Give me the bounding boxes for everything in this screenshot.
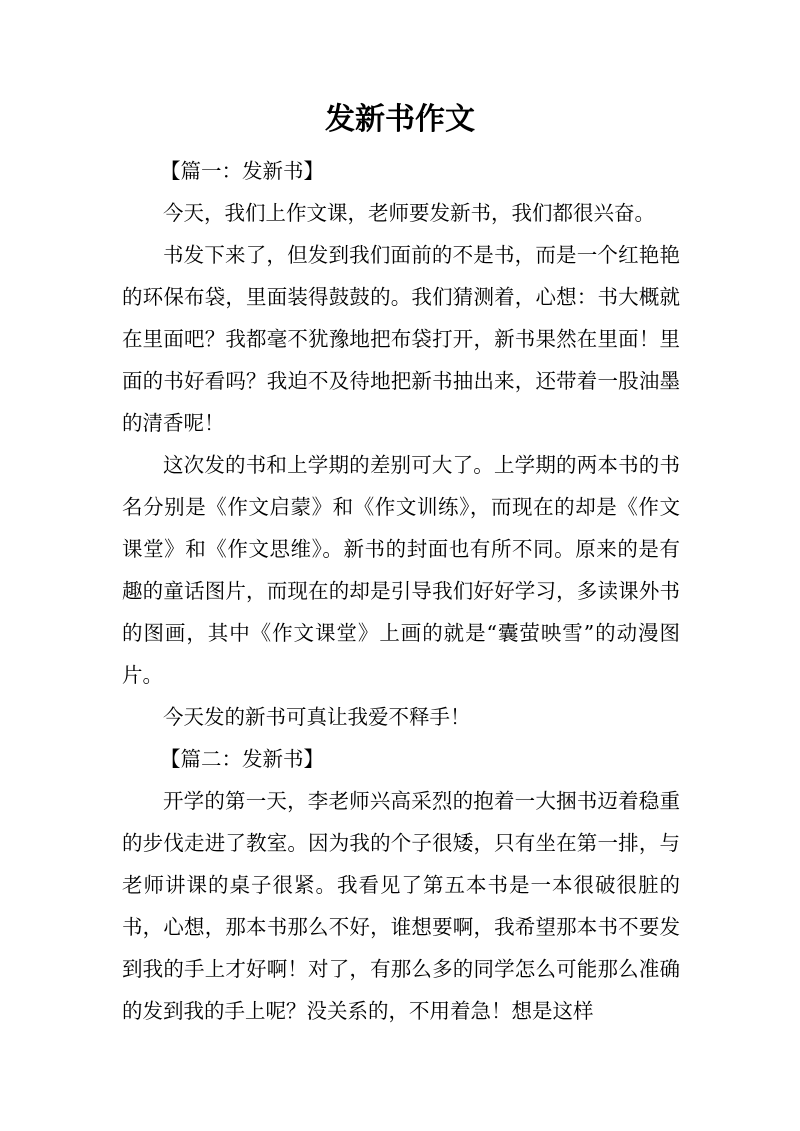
paragraph: 开学的第一天，李老师兴高采烈的抱着一大捆书迈着稳重的步伐走进了教室。因为我的个子很矮，只有坐在第一排，与老师讲课的桌子很紧。我看见了第五本书是一本很破很脏的书，心想，那本书那么不好，谁想要啊，我希望那本书不要发到我的手上才好啊！对了，有那么多的同学怎么可能那么准确的发到我的手上呢？没关系的，不用着急！想是这样 xyxy=(122,789,680,1023)
paragraph: 书发下来了，但发到我们面前的不是书，而是一个红艳艳的环保布袋，里面装得鼓鼓的。我们猜测着，心想：书大概就在里面吧？我都毫不犹豫地把布袋打开，新书果然在里面！里面的书好看吗？我迫不及待地把新书抽出来，还带着一股油墨的清香呢！ xyxy=(122,243,680,435)
section-heading-1: 【篇一：发新书】 xyxy=(160,159,324,183)
document-title: 发新书作文 xyxy=(325,102,475,137)
document-body xyxy=(122,150,680,1032)
paragraph: 今天，我们上作文课，老师要发新书，我们都很兴奋。 xyxy=(163,201,655,225)
paragraph: 今天发的新书可真让我爱不释手！ xyxy=(163,705,471,729)
paragraph: 这次发的书和上学期的差别可大了。上学期的两本书的书名分别是《作文启蒙》和《作文训练》，而现在的却是《作文课堂》和《作文思维》。新书的封面也有所不同。原来的是有趣的童话图片，而现在的却是引导我们好好学习，多读课外书的图画，其中《作文课堂》上画的就是“囊萤映雪”的动漫图片。 xyxy=(122,453,680,687)
section-heading-2: 【篇二：发新书】 xyxy=(160,747,324,771)
